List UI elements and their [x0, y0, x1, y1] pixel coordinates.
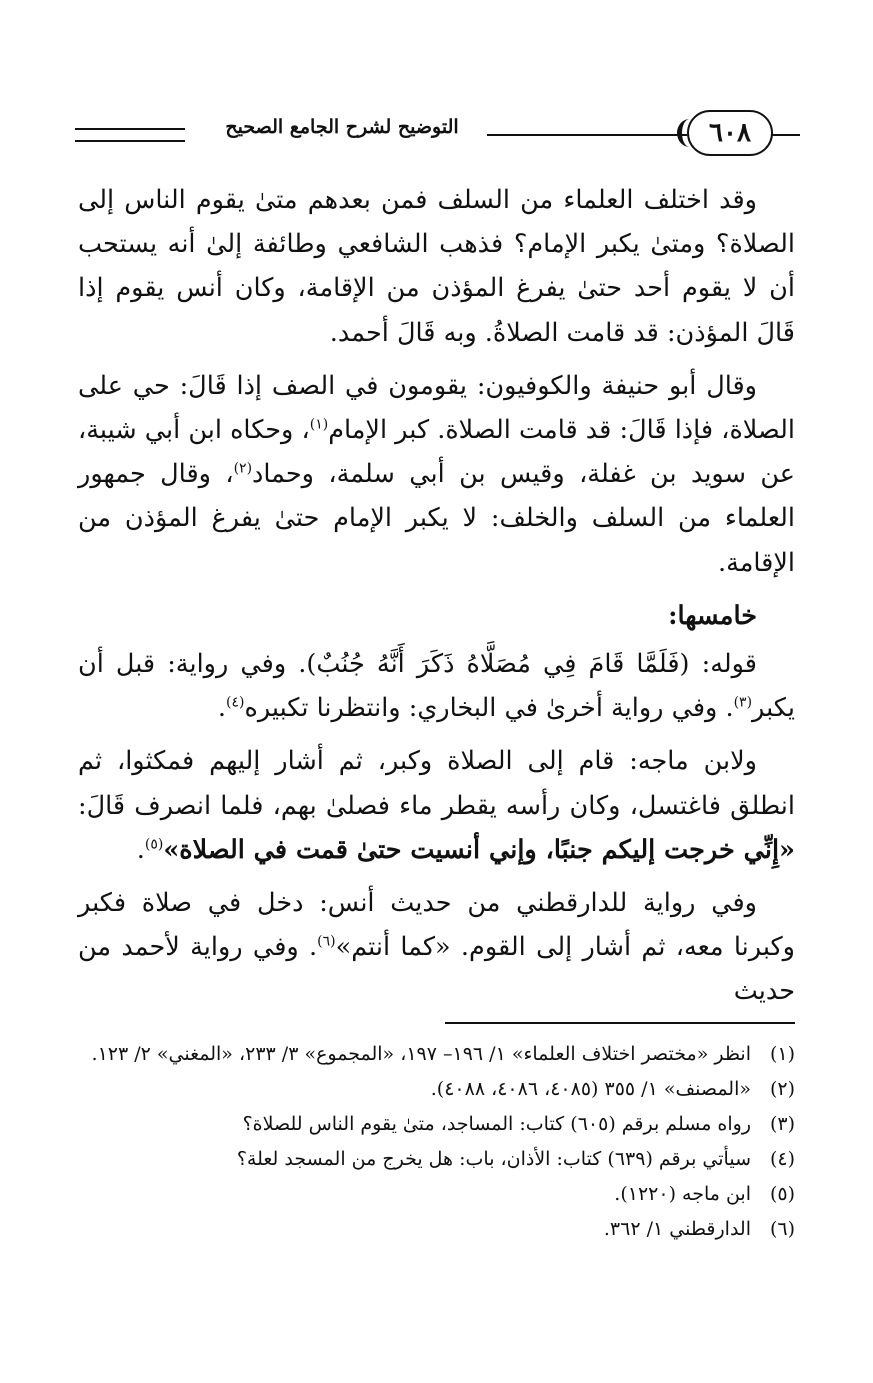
header-rule [75, 128, 185, 130]
footnote-ref-4[interactable]: (٤) [226, 694, 245, 711]
footnote-item [78, 1072, 795, 1107]
footnote-item [78, 1107, 795, 1142]
running-header [75, 110, 800, 160]
paragraph-text: . [217, 693, 226, 724]
section-heading-text: خامسها: [668, 600, 757, 631]
footnotes [78, 1037, 795, 1247]
footnote-number: (٦) [769, 1218, 795, 1240]
paragraph-text: . وفي رواية أخرىٰ في البخاري: وانتظرنا تكبيره [244, 693, 734, 724]
footnote-ref-5[interactable]: (٥) [144, 836, 164, 853]
section-heading [78, 594, 795, 638]
paragraph-text: وفي رواية للدارقطني من حديث أنس: دخل في صلاة فكبر وكبرنا معه، ثم أشار إلى القوم. «كما أنتم» [78, 888, 795, 963]
footnote-item [78, 1177, 795, 1212]
footnote-ref-2[interactable]: (٢) [233, 460, 253, 477]
footnote-number: (٤) [769, 1148, 795, 1170]
footnote-ref-6[interactable]: (٦) [317, 933, 336, 950]
paragraph-text: ، وحكاه ابن أبي شيبة، عن سويد بن غفلة، وقيس بن أبي سلمة، وحماد [78, 415, 795, 490]
footnote-item [78, 1142, 795, 1177]
footnote-ref-1[interactable]: (١) [309, 416, 329, 433]
paragraph-1 [78, 178, 795, 355]
hadith-quote: «إِنِّي خرجت إليكم جنبًا، وإني أنسيت حتىٰ قمت في الصلاة» [163, 834, 795, 865]
footnote-text: ابن ماجه (١٢٢٠). [614, 1183, 751, 1205]
footnote-separator [445, 1022, 795, 1024]
paragraph-3 [78, 642, 795, 730]
paragraph-text: ، وقال جمهور العلماء من السلف والخلف: لا يكبر الإمام حتىٰ يفرغ المؤذن من الإقامة. [78, 459, 795, 578]
header-rule [75, 140, 185, 142]
paragraph-text: ولابن ماجه: قام إلى الصلاة وكبر، ثم أشار إليهم فمكثوا، ثم انطلق فاغتسل، وكان رأسه يقطر ماء فصلىٰ بهم، فلما انصرف قَالَ: [78, 746, 795, 821]
footnote-text: «المصنف» ١/ ٣٥٥ (٤٠٨٥، ٤٠٨٦، ٤٠٨٨). [430, 1078, 751, 1100]
paragraph-text: وقد اختلف العلماء من السلف فمن بعدهم متىٰ يقوم الناس إلى الصلاة؟ ومتىٰ يكبر الإمام؟ فذهب الشافعي وطائفة إلىٰ أنه يستحب أن لا يقوم أحد حتىٰ يفرغ المؤذن من الإقامة، وكان أنس يقوم إذا قَالَ المؤذن: قد قامت الصلاةُ. وبه قَالَ أحمد. [78, 185, 795, 348]
paragraph-text: . [136, 834, 145, 865]
page-number: ٦٠٨ [687, 110, 773, 156]
footnote-number: (٣) [769, 1113, 795, 1135]
paragraph-text: وقال أبو حنيفة والكوفيون: يقومون في الصف إذا قَالَ: حي على الصلاة، فإذا قَالَ: قد قامت الصلاة. كبر الإمام [78, 370, 795, 446]
footnote-number: (٢) [769, 1078, 795, 1100]
paragraph-text: . وفي رواية لأحمد من حديث [78, 932, 795, 1007]
book-title: التوضيح لشرح الجامع الصحيح [197, 116, 487, 138]
footnote-text: انظر «مختصر اختلاف العلماء» ١/ ١٩٦– ١٩٧، «المجموع» ٣/ ٢٣٣، «المغني» ٢/ ١٢٣. [91, 1043, 751, 1065]
paragraph-4 [78, 739, 795, 872]
paragraph-2 [78, 364, 795, 585]
footnote-number: (٥) [769, 1183, 795, 1205]
footnote-ref-3[interactable]: (٣) [733, 694, 753, 711]
paragraph-text: قوله: (فَلَمَّا قَامَ فِي مُصَلَّاهُ ذَكَرَ أَنَّهُ جُنُبٌ). وفي رواية: قبل أن يكبر [78, 649, 795, 724]
header-rule [770, 134, 800, 136]
footnote-item [78, 1037, 795, 1072]
footnote-item [78, 1212, 795, 1247]
footnote-number: (١) [769, 1043, 795, 1065]
footnote-text: رواه مسلم برقم (٦٠٥) كتاب: المساجد، متىٰ يقوم الناس للصلاة؟ [242, 1113, 751, 1135]
footnote-text: الدارقطني ١/ ٣٦٢. [603, 1218, 751, 1240]
footnote-text: سيأتي برقم (٦٣٩) كتاب: الأذان، باب: هل يخرج من المسجد لعلة؟ [236, 1148, 751, 1170]
paragraph-5 [78, 881, 795, 1014]
main-text [78, 178, 795, 1023]
